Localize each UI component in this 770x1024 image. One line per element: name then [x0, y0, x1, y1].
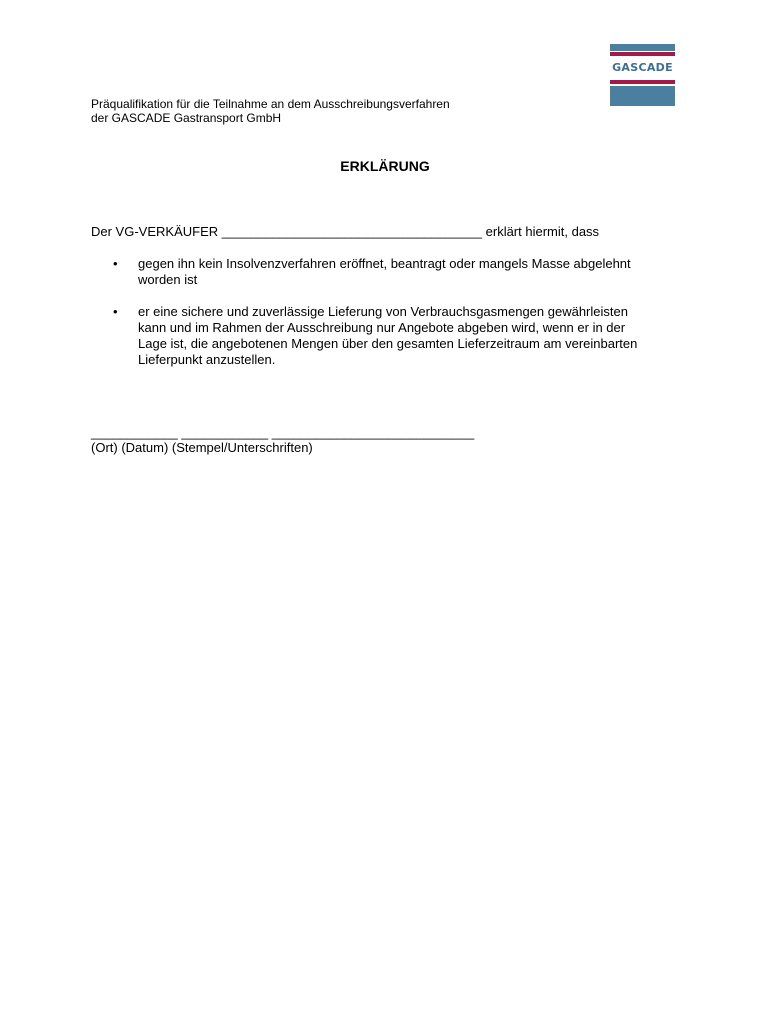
logo-red-stripe-bottom	[610, 80, 675, 84]
logo-top-bar	[610, 44, 675, 51]
bullet-icon: •	[113, 304, 118, 319]
list-item-line: gegen ihn kein Insolvenzverfahren eröffnet, beantragt oder mangels Masse abgelehnt	[138, 256, 631, 271]
list-item-text	[138, 256, 691, 288]
header-line-2: der GASCADE Gastransport GmbH	[91, 111, 282, 125]
list-item-line: er eine sichere und zuverlässige Lieferung von Verbrauchsgasmengen gewährleisten	[138, 304, 628, 319]
bullet-icon: •	[113, 256, 118, 271]
logo-bottom-block	[610, 86, 675, 106]
logo-wordmark: GASCADE	[612, 61, 673, 74]
list-item-text	[138, 304, 691, 368]
signature-caption: (Ort) (Datum) (Stempel/Unterschriften)	[91, 440, 313, 455]
signature-line: ____________ ____________ ____________________________	[91, 425, 475, 440]
document-title: ERKLÄRUNG	[340, 158, 430, 174]
list-item-line: worden ist	[138, 272, 198, 287]
gascade-logo	[610, 44, 675, 106]
list-item-line: Lage ist, die angebotenen Mengen über den gesamten Lieferzeitraum am vereinbarten	[138, 336, 638, 351]
header-line-1: Präqualifikation für die Teilnahme an dem Ausschreibungsverfahren	[91, 97, 450, 111]
list-item-line: Lieferpunkt anzustellen.	[138, 352, 276, 367]
list-item-line: kann und im Rahmen der Ausschreibung nur Angebote abgeben wird, wenn er in der	[138, 320, 626, 335]
intro-statement: Der VG-VERKÄUFER ____________________________________ erklärt hiermit, dass	[91, 224, 600, 239]
logo-red-stripe-top	[610, 52, 675, 56]
